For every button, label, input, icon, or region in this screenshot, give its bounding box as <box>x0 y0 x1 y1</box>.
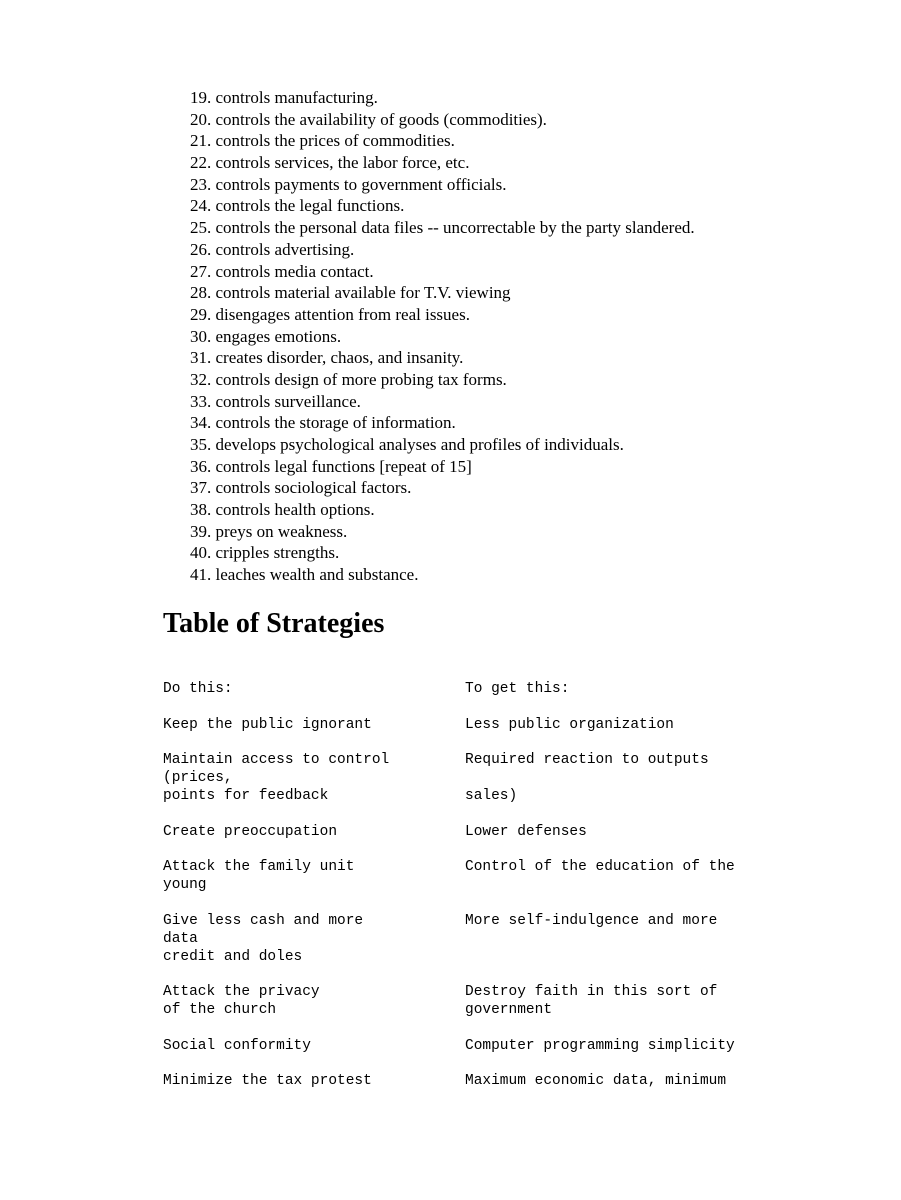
column-header-do: Do this: <box>163 681 233 697</box>
table-row <box>163 716 735 734</box>
list-item: 31. creates disorder, chaos, and insanity. <box>190 348 464 368</box>
numbered-list <box>190 87 695 586</box>
list-item: 26. controls advertising. <box>190 239 355 259</box>
column-header-get: To get this: <box>465 681 570 697</box>
list-item: 24. controls the legal functions. <box>190 196 405 216</box>
list-item: 33. controls surveillance. <box>190 391 361 411</box>
table-row <box>163 823 735 841</box>
list-item: 37. controls sociological factors. <box>190 478 412 498</box>
section-heading: Table of Strategies <box>163 608 385 639</box>
table-cell-get: Destroy faith in this sort of government <box>465 984 718 1018</box>
list-item: 27. controls media contact. <box>190 261 374 281</box>
list-item: 30. engages emotions. <box>190 326 342 346</box>
table-row <box>163 1072 735 1090</box>
table-cell-get: Lower defenses <box>465 823 587 840</box>
list-item: 23. controls payments to government officials. <box>190 174 507 194</box>
list-item: 39. preys on weakness. <box>190 521 348 541</box>
table-row <box>163 983 735 1019</box>
table-cell-get: More self-indulgence and more <box>465 912 718 929</box>
table-cell-do: Attack the privacy of the church <box>163 984 320 1018</box>
table-cell-get: Computer programming simplicity <box>465 1037 735 1054</box>
list-item: 40. cripples strengths. <box>190 543 340 563</box>
list-item: 21. controls the prices of commodities. <box>190 131 455 151</box>
list-item: 38. controls health options. <box>190 500 375 520</box>
list-item: 20. controls the availability of goods (commodities). <box>190 109 547 129</box>
table-cell-get: Control of the education of the <box>465 859 735 875</box>
list-item: 35. develops psychological analyses and profiles of individuals. <box>190 435 624 454</box>
table-cell-do: Give less cash and more data credit and doles <box>163 912 364 965</box>
table-cell-get: Maximum economic data, minimum <box>465 1073 727 1089</box>
table-cell-get: Less public organization <box>465 716 674 733</box>
list-item: 28. controls material available for T.V. viewing <box>190 283 511 303</box>
table-cell-do: Minimize the tax protest <box>163 1073 372 1089</box>
list-item: 29. disengages attention from real issues. <box>190 304 470 324</box>
list-item: 25. controls the personal data files -- uncorrectable by the party slandered. <box>190 218 695 238</box>
list-item: 36. controls legal functions [repeat of 15] <box>190 456 472 476</box>
table-cell-get: Required reaction to outputs sales) <box>465 752 709 804</box>
list-item: 41. leaches wealth and substance. <box>190 565 419 585</box>
table-cell-do: Keep the public ignorant <box>163 716 372 733</box>
table-cell-do: Social conformity <box>163 1037 311 1054</box>
table-row <box>163 858 735 894</box>
list-item: 34. controls the storage of information. <box>190 413 456 433</box>
table-row <box>163 1037 735 1055</box>
table-row <box>163 912 735 966</box>
table-cell-do: Attack the family unit young <box>163 859 355 893</box>
table-header-row <box>163 680 735 698</box>
list-item: 32. controls design of more probing tax forms. <box>190 369 507 389</box>
strategies-table <box>163 680 735 1108</box>
list-item: 22. controls services, the labor force, etc. <box>190 153 470 173</box>
table-cell-do: Maintain access to control (prices, points for feedback <box>163 752 390 804</box>
list-item: 19. controls manufacturing. <box>190 88 378 107</box>
table-row <box>163 751 735 805</box>
table-cell-do: Create preoccupation <box>163 823 338 840</box>
